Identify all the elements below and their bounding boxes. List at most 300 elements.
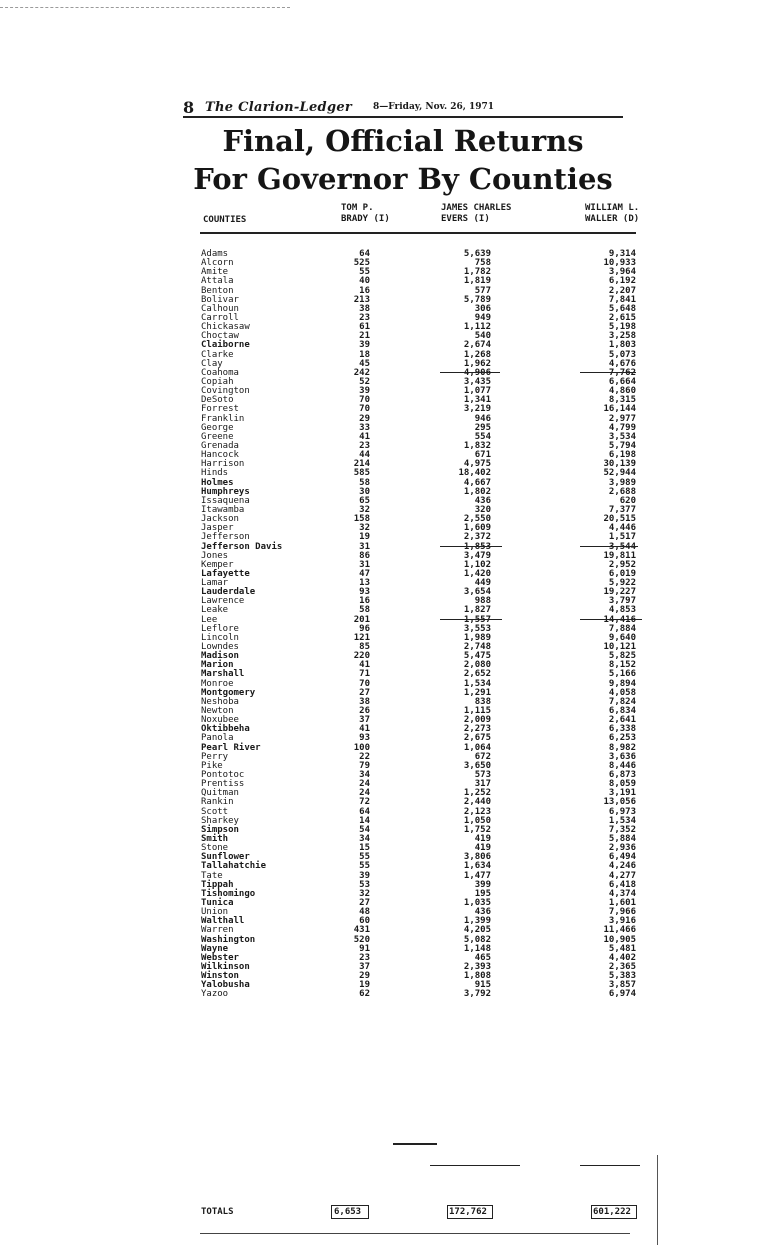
waller-votes: 52,944: [603, 468, 636, 479]
brady-votes: 37: [359, 961, 370, 972]
table-row: [201, 351, 641, 360]
table-row: [201, 451, 641, 460]
evers-votes: 1,102: [463, 559, 491, 570]
table-row: [201, 789, 641, 798]
county-name: Lincoln: [201, 632, 239, 643]
waller-votes: 6,664: [608, 376, 636, 387]
brady-votes: 53: [359, 879, 370, 890]
county-name: Alcorn: [201, 258, 234, 269]
table-row: [201, 762, 641, 771]
county-name: Newton: [201, 706, 234, 717]
table-row: [201, 606, 641, 615]
table-row: [201, 396, 641, 405]
county-name: Marion: [201, 660, 234, 671]
table-row: [201, 744, 641, 753]
evers-votes: 554: [474, 431, 491, 442]
top-dashed-border: [0, 7, 290, 8]
table-row: [201, 725, 641, 734]
table-row: [201, 881, 641, 890]
table-row: [201, 817, 641, 826]
brady-votes: 41: [359, 431, 370, 442]
brady-votes: 38: [359, 696, 370, 707]
evers-votes: 5,082: [463, 934, 491, 945]
col-header-brady: [341, 203, 390, 225]
table-row: [201, 323, 641, 332]
brady-votes: 58: [359, 605, 370, 616]
table-row: [201, 579, 641, 588]
table-row: [201, 524, 641, 533]
totals-waller: 601,222: [593, 1207, 631, 1217]
table-row: [201, 341, 641, 350]
table-row: [201, 963, 641, 972]
brady-votes: 24: [359, 788, 370, 799]
brady-votes: 45: [359, 358, 370, 369]
brady-votes: 21: [359, 331, 370, 342]
brady-votes: 62: [359, 989, 370, 1000]
evers-votes: 1,291: [463, 687, 491, 698]
table-row: [201, 305, 641, 314]
evers-votes: 2,674: [463, 340, 491, 351]
county-name: Bolivar: [201, 294, 239, 305]
evers-votes: 2,372: [463, 532, 491, 543]
waller-votes: 19,227: [603, 587, 636, 598]
table-row: [201, 424, 641, 433]
table-row: [201, 808, 641, 817]
table-row: [201, 277, 641, 286]
rule-holmes-evers: [440, 546, 502, 547]
county-name: Yazoo: [201, 989, 229, 1000]
table-row: [201, 460, 641, 469]
waller-votes: 30,139: [603, 459, 636, 470]
county-name: Quitman: [201, 788, 239, 799]
brady-votes: 30: [359, 486, 370, 497]
waller-votes: 2,688: [608, 486, 636, 497]
county-name: Webster: [201, 952, 239, 963]
waller-votes: 5,481: [608, 943, 636, 954]
table-row: [201, 890, 641, 899]
brady-votes: 85: [359, 642, 370, 653]
brady-votes: 213: [353, 294, 370, 305]
brady-votes: 60: [359, 916, 370, 927]
rule-webster-mark: [393, 1143, 437, 1145]
table-row: [201, 908, 641, 917]
county-name: Forrest: [201, 404, 239, 415]
evers-votes: 306: [474, 303, 491, 314]
brady-votes: 121: [353, 632, 370, 643]
evers-votes: 3,479: [463, 550, 491, 561]
col-header-brady-line2: BRADY (I): [341, 214, 390, 224]
waller-votes: 3,857: [608, 980, 636, 991]
evers-votes: 1,148: [463, 943, 491, 954]
bottom-rule: [200, 1233, 630, 1234]
waller-votes: 1,601: [608, 897, 636, 908]
waller-votes: 6,418: [608, 879, 636, 890]
brady-votes: 15: [359, 843, 370, 854]
evers-votes: 671: [474, 450, 491, 461]
county-name: Wilkinson: [201, 961, 250, 972]
brady-votes: 48: [359, 907, 370, 918]
table-row: [201, 332, 641, 341]
table-row: [201, 588, 641, 597]
county-name: Pike: [201, 760, 223, 771]
county-name: Hinds: [201, 468, 229, 479]
table-row: [201, 707, 641, 716]
evers-votes: 436: [474, 907, 491, 918]
table-row: [201, 497, 641, 506]
brady-votes: 64: [359, 249, 370, 259]
table-row: [201, 561, 641, 570]
evers-votes: 1,268: [463, 349, 491, 360]
brady-votes: 55: [359, 861, 370, 872]
county-name: Yalobusha: [201, 980, 250, 991]
brady-votes: 32: [359, 504, 370, 515]
brady-votes: 19: [359, 980, 370, 991]
county-name: Choctaw: [201, 331, 239, 342]
county-name: Kemper: [201, 559, 234, 570]
waller-votes: 1,534: [608, 815, 636, 826]
col-header-waller-line2: WALLER (D): [585, 214, 640, 224]
brady-votes: 23: [359, 312, 370, 323]
col-header-evers-line2: EVERS (I): [441, 214, 490, 224]
col-header-waller-line1: WILLIAM L.: [585, 203, 640, 213]
evers-votes: 540: [474, 331, 491, 342]
evers-votes: 2,009: [463, 715, 491, 726]
brady-votes: 31: [359, 559, 370, 570]
waller-votes: 4,676: [608, 358, 636, 369]
brady-votes: 525: [353, 258, 370, 269]
evers-votes: 1,534: [463, 678, 491, 689]
brady-votes: 16: [359, 596, 370, 607]
evers-votes: 1,035: [463, 897, 491, 908]
brady-votes: 201: [353, 614, 370, 625]
county-name: Panola: [201, 733, 234, 744]
table-row: [201, 917, 641, 926]
table-row: [201, 771, 641, 780]
waller-votes: 3,989: [608, 477, 636, 488]
brady-votes: 79: [359, 760, 370, 771]
table-row: [201, 287, 641, 296]
county-name: Pearl River: [201, 742, 261, 753]
evers-votes: 1,634: [463, 861, 491, 872]
evers-votes: 949: [474, 312, 491, 323]
county-name: Tate: [201, 870, 223, 881]
brady-votes: 39: [359, 340, 370, 351]
county-name: Clay: [201, 358, 223, 369]
evers-votes: 1,609: [463, 523, 491, 534]
headline-line2: For Governor By Counties: [193, 162, 613, 196]
returns-table: [201, 250, 641, 1000]
county-name: Lauderdale: [201, 587, 256, 598]
table-row: [201, 680, 641, 689]
brady-votes: 39: [359, 386, 370, 397]
county-name: Marshall: [201, 669, 245, 680]
county-name: Claiborne: [201, 340, 250, 351]
table-row: [201, 259, 641, 268]
evers-votes: 2,123: [463, 806, 491, 817]
table-row: [201, 670, 641, 679]
brady-votes: 18: [359, 349, 370, 360]
waller-votes: 2,641: [608, 715, 636, 726]
county-name: Monroe: [201, 678, 234, 689]
brady-votes: 23: [359, 440, 370, 451]
col-header-evers-line1: JAMES CHARLES: [441, 203, 512, 213]
table-row: [201, 945, 641, 954]
table-row: [201, 835, 641, 844]
brady-votes: 158: [353, 514, 370, 525]
brady-votes: 32: [359, 888, 370, 899]
county-name: Lee: [201, 614, 218, 625]
waller-votes: 620: [619, 495, 636, 506]
county-name: Tunica: [201, 897, 234, 908]
brady-votes: 65: [359, 495, 370, 506]
evers-votes: 4,667: [463, 477, 491, 488]
county-name: Adams: [201, 249, 229, 259]
county-name: Coahoma: [201, 367, 239, 378]
evers-votes: 2,748: [463, 642, 491, 653]
county-name: Attala: [201, 276, 234, 287]
brady-votes: 58: [359, 477, 370, 488]
brady-votes: 70: [359, 678, 370, 689]
table-row: [201, 862, 641, 871]
evers-votes: 5,639: [463, 249, 491, 259]
brady-votes: 220: [353, 651, 370, 662]
waller-votes: 4,402: [608, 952, 636, 963]
county-name: Sharkey: [201, 815, 239, 826]
waller-votes: 3,544: [608, 541, 636, 552]
waller-votes: 5,794: [608, 440, 636, 451]
waller-votes: 1,517: [608, 532, 636, 543]
waller-votes: 11,466: [603, 925, 636, 936]
table-row: [201, 716, 641, 725]
county-name: Harrison: [201, 459, 245, 470]
evers-votes: 1,420: [463, 568, 491, 579]
waller-votes: 8,315: [608, 395, 636, 406]
table-row: [201, 360, 641, 369]
evers-votes: 1,989: [463, 632, 491, 643]
table-row: [201, 250, 641, 259]
waller-votes: 4,246: [608, 861, 636, 872]
evers-votes: 1,752: [463, 824, 491, 835]
table-row: [201, 433, 641, 442]
table-row: [201, 853, 641, 862]
brady-votes: 37: [359, 715, 370, 726]
table-row: [201, 268, 641, 277]
evers-votes: 1,782: [463, 267, 491, 278]
brady-votes: 19: [359, 532, 370, 543]
newspaper-name: The Clarion-Ledger: [205, 100, 353, 115]
waller-votes: 2,977: [608, 413, 636, 424]
brady-votes: 54: [359, 824, 370, 835]
brady-votes: 39: [359, 870, 370, 881]
evers-votes: 1,832: [463, 440, 491, 451]
evers-votes: 3,650: [463, 760, 491, 771]
county-name: Greene: [201, 431, 234, 442]
evers-votes: 320: [474, 504, 491, 515]
brady-votes: 26: [359, 706, 370, 717]
evers-votes: 5,789: [463, 294, 491, 305]
county-name: Lamar: [201, 578, 229, 589]
brady-votes: 29: [359, 413, 370, 424]
table-row: [201, 734, 641, 743]
county-name: Scott: [201, 806, 229, 817]
waller-votes: 14,416: [603, 614, 636, 625]
table-row: [201, 314, 641, 323]
county-name: Jackson: [201, 514, 239, 525]
evers-votes: 3,553: [463, 623, 491, 634]
county-name: Holmes: [201, 477, 234, 488]
evers-votes: 1,341: [463, 395, 491, 406]
evers-votes: 1,112: [463, 322, 491, 333]
evers-votes: 1,077: [463, 386, 491, 397]
waller-votes: 5,198: [608, 322, 636, 333]
brady-votes: 52: [359, 376, 370, 387]
waller-votes: 4,799: [608, 422, 636, 433]
evers-votes: 1,399: [463, 916, 491, 927]
brady-votes: 24: [359, 779, 370, 790]
evers-votes: 317: [474, 779, 491, 790]
evers-votes: 1,115: [463, 706, 491, 717]
waller-votes: 2,936: [608, 843, 636, 854]
waller-votes: 6,253: [608, 733, 636, 744]
totals-evers: 172,762: [449, 1207, 487, 1217]
evers-votes: 946: [474, 413, 491, 424]
evers-votes: 758: [474, 258, 491, 269]
evers-votes: 399: [474, 879, 491, 890]
brady-votes: 32: [359, 523, 370, 534]
table-row: [201, 378, 641, 387]
table-row: [201, 515, 641, 524]
waller-votes: 2,207: [608, 285, 636, 296]
brady-votes: 520: [353, 934, 370, 945]
col-header-waller: [585, 203, 639, 225]
evers-votes: 4,906: [463, 367, 491, 378]
brady-votes: 34: [359, 834, 370, 844]
rule-jefferson-evers: [440, 619, 502, 620]
table-row: [201, 981, 641, 990]
county-name: Union: [201, 907, 229, 918]
evers-votes: 419: [474, 843, 491, 854]
evers-votes: 2,652: [463, 669, 491, 680]
waller-votes: 9,894: [608, 678, 636, 689]
waller-votes: 13,056: [603, 797, 636, 808]
evers-votes: 1,252: [463, 788, 491, 799]
table-row: [201, 661, 641, 670]
waller-votes: 7,966: [608, 907, 636, 918]
county-name: Calhoun: [201, 303, 239, 314]
county-name: Lafayette: [201, 568, 250, 579]
brady-votes: 585: [353, 468, 370, 479]
waller-votes: 1,803: [608, 340, 636, 351]
county-name: Sunflower: [201, 852, 250, 863]
brady-votes: 38: [359, 303, 370, 314]
county-name: Clarke: [201, 349, 234, 360]
margin-line: [657, 1155, 658, 1245]
headline-line1: Final, Official Returns: [222, 124, 584, 158]
brady-votes: 61: [359, 322, 370, 333]
brady-votes: 91: [359, 943, 370, 954]
county-name: Walthall: [201, 916, 245, 927]
waller-votes: 20,515: [603, 514, 636, 525]
waller-votes: 10,905: [603, 934, 636, 945]
county-name: Benton: [201, 285, 234, 296]
brady-votes: 71: [359, 669, 370, 680]
waller-votes: 3,534: [608, 431, 636, 442]
waller-votes: 5,073: [608, 349, 636, 360]
evers-votes: 3,435: [463, 376, 491, 387]
evers-votes: 18,402: [458, 468, 491, 479]
table-row: [201, 753, 641, 762]
evers-votes: 1,853: [463, 541, 491, 552]
rule-jefferson-waller: [580, 619, 642, 620]
county-name: Lowndes: [201, 642, 239, 653]
waller-votes: 10,933: [603, 258, 636, 269]
waller-votes: 6,192: [608, 276, 636, 287]
totals-label: TOTALS: [201, 1207, 234, 1217]
evers-votes: 3,654: [463, 587, 491, 598]
table-row: [201, 369, 641, 378]
waller-votes: 3,258: [608, 331, 636, 342]
county-name: Grenada: [201, 440, 239, 451]
brady-votes: 13: [359, 578, 370, 589]
waller-votes: 5,825: [608, 651, 636, 662]
evers-votes: 2,550: [463, 514, 491, 525]
evers-votes: 1,962: [463, 358, 491, 369]
waller-votes: 6,973: [608, 806, 636, 817]
waller-votes: 2,615: [608, 312, 636, 323]
brady-votes: 40: [359, 276, 370, 287]
brady-votes: 27: [359, 687, 370, 698]
waller-votes: 5,648: [608, 303, 636, 314]
waller-votes: 6,338: [608, 724, 636, 735]
brady-votes: 27: [359, 897, 370, 908]
county-name: Stone: [201, 843, 229, 854]
evers-votes: 465: [474, 952, 491, 963]
col-header-brady-line1: TOM P.: [341, 203, 374, 213]
evers-votes: 672: [474, 751, 491, 762]
county-name: Perry: [201, 751, 229, 762]
brady-votes: 93: [359, 587, 370, 598]
evers-votes: 449: [474, 578, 491, 589]
table-row: [201, 936, 641, 945]
totals-row: [201, 1205, 641, 1219]
brady-votes: 41: [359, 724, 370, 735]
county-name: Noxubee: [201, 715, 239, 726]
evers-votes: 1,050: [463, 815, 491, 826]
county-name: Jasper: [201, 523, 234, 534]
county-name: Covington: [201, 386, 250, 397]
waller-votes: 3,964: [608, 267, 636, 278]
brady-votes: 214: [353, 459, 370, 470]
brady-votes: 31: [359, 541, 370, 552]
county-name: Washington: [201, 934, 256, 945]
waller-votes: 19,811: [603, 550, 636, 561]
evers-votes: 5,475: [463, 651, 491, 662]
table-row: [201, 479, 641, 488]
waller-votes: 7,762: [608, 367, 636, 378]
waller-votes: 4,860: [608, 386, 636, 397]
brady-votes: 100: [353, 742, 370, 753]
county-name: Copiah: [201, 376, 234, 387]
evers-votes: 2,675: [463, 733, 491, 744]
waller-votes: 4,058: [608, 687, 636, 698]
table-row: [201, 798, 641, 807]
county-name: Jefferson Davis: [201, 541, 283, 552]
waller-votes: 6,974: [608, 989, 636, 1000]
brady-votes: 14: [359, 815, 370, 826]
rule-holmes-waller: [580, 546, 638, 547]
evers-votes: 195: [474, 888, 491, 899]
waller-votes: 4,277: [608, 870, 636, 881]
